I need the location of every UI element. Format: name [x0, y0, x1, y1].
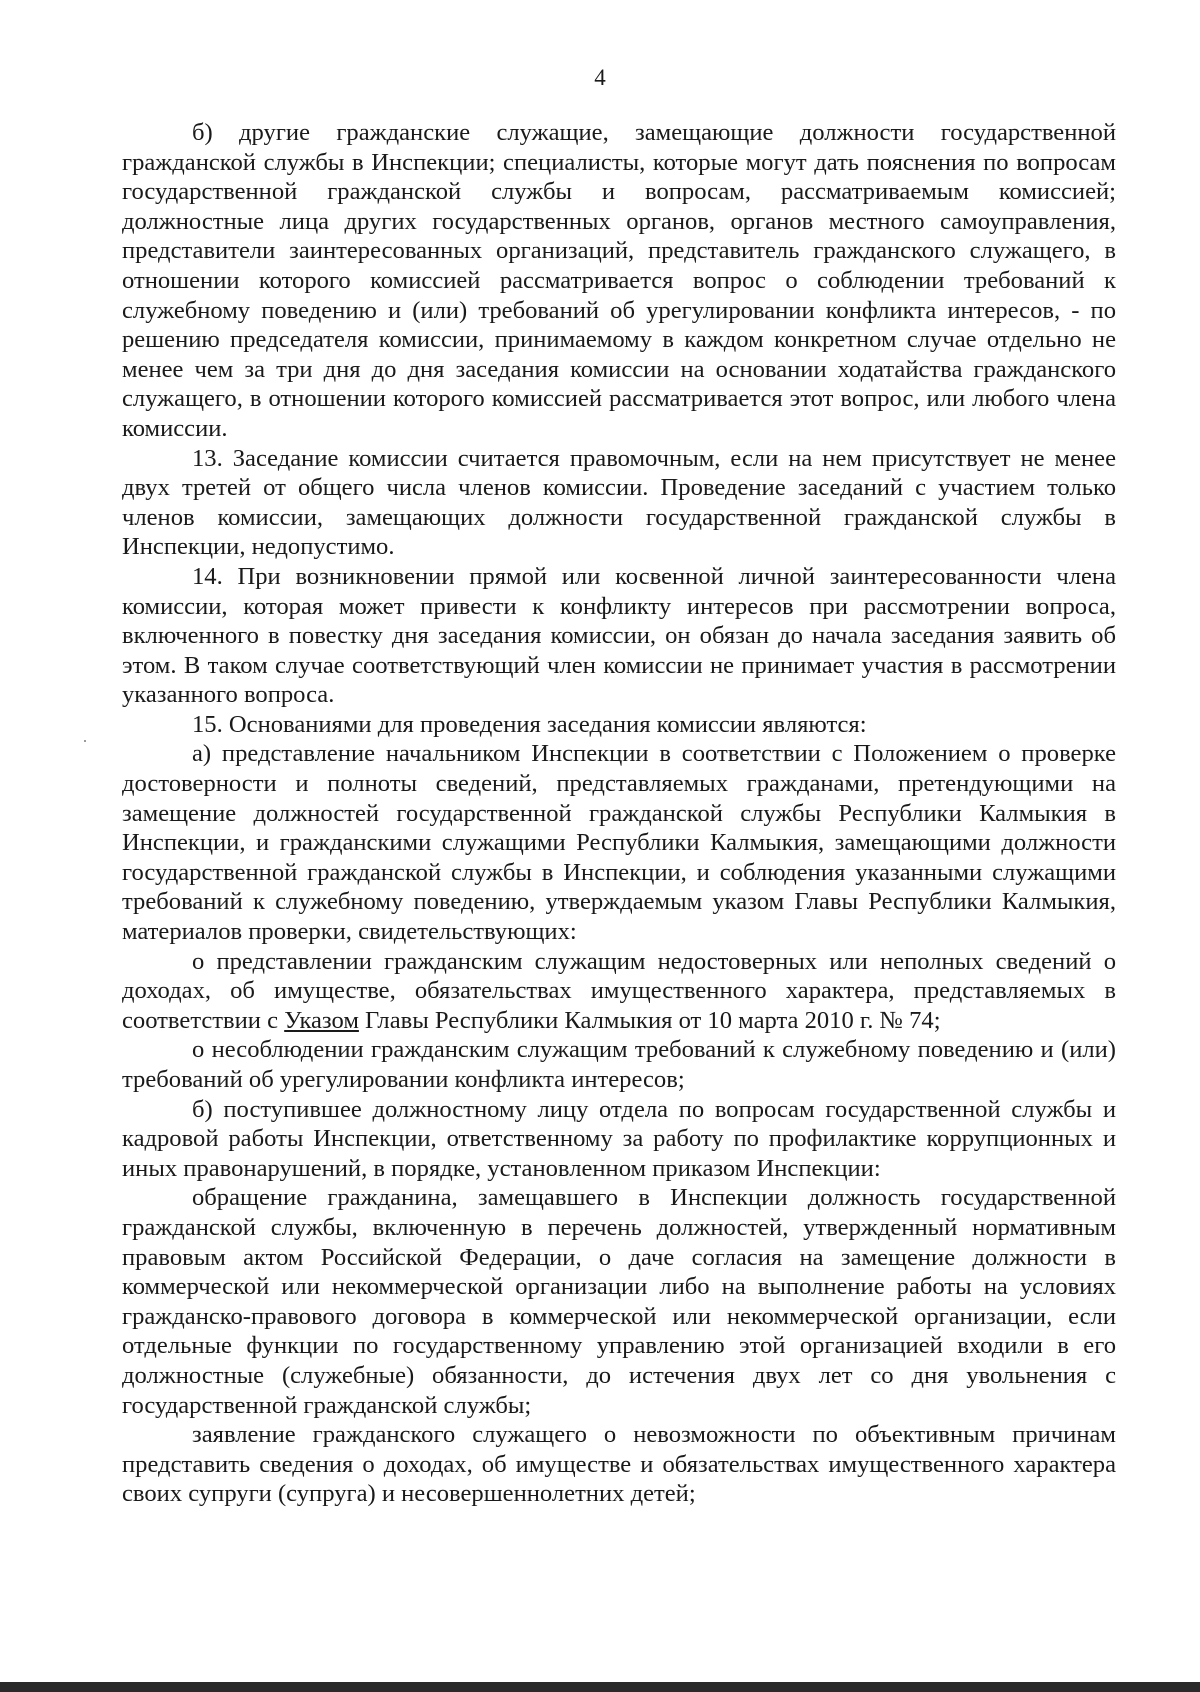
- paragraph-a-submission: а) представление начальником Инспекции в соответствии с Положением о проверке достоверности и полноты сведений, представляемых гражданами, претендующими на замещение должностей государственной гражданской службы Республики Калмыкия в Инспекции, и гражданскими служащими Республики Калмыкия, замещающими должности государственной гражданской службы в Инспекции, и соблюдения указанными служащими требований к служебному поведению, утверждаемым указом Главы Республики Калмыкия, материалов проверки, свидетельствующих:: [122, 740, 1116, 946]
- paragraph-servant-statement: заявление гражданского служащего о невозможности по объективным причинам представить сведения о доходах, об имуществе и обязательствах имущественного характера своих супруги (супруга) и несовершеннолетних детей;: [122, 1421, 1116, 1508]
- decree-link[interactable]: Указом: [284, 1006, 359, 1034]
- paragraph-15-grounds: 15. Основаниями для проведения заседания комиссии являются:: [192, 710, 867, 738]
- paragraph-13-quorum: 13. Заседание комиссии считается правомочным, если на нем присутствует не менее двух третей от общего числа членов комиссии. Проведение заседаний с участием только членов комиссии, замещающих должности государственной гражданской службы в Инспекции, недопустимо.: [122, 444, 1116, 561]
- paragraph-citizen-appeal: обращение гражданина, замещавшего в Инспекции должность государственной гражданской службы, включенную в перечень должностей, утвержденный нормативным правовым актом Российской Федерации, о даче согласия на замещение должности в коммерческой или некоммерческой организации либо на выполнение работы на условиях гражданско-правового договора в коммерческой или некоммерческой организации, если отдельные функции по государственному управлению этой организацией входили в его должностные (служебные) обязанности, до истечения двух лет со дня увольнения с государственной гражданской службы;: [122, 1184, 1116, 1419]
- paragraph-unreliable-info: [122, 947, 1116, 1036]
- paragraph-b-received: б) поступившее должностному лицу отдела по вопросам государственной службы и кадровой работы Инспекции, ответственному за работу по профилактике коррупционных и иных правонарушений, в порядке, установленном приказом Инспекции:: [122, 1095, 1116, 1182]
- scan-speck: [84, 740, 86, 742]
- page-number: 4: [594, 65, 606, 90]
- document-body: [122, 118, 1116, 1509]
- paragraph-text-before-link: о представлении гражданским служащим недостоверных или неполных сведений о доходах, об имуществе, обязательствах имущественного характера, представляемых в соответствии с: [122, 947, 1116, 1034]
- scan-edge-band: [0, 1682, 1200, 1692]
- paragraph-text-after-link: Главы Республики Калмыкия от 10 марта 2010 г. № 74;: [358, 1006, 941, 1034]
- paragraph-14-conflict: 14. При возникновении прямой или косвенной личной заинтересованности члена комиссии, которая может привести к конфликту интересов при рассмотрении вопроса, включенного в повестку дня заседания комиссии, он обязан до начала заседания заявить об этом. В таком случае соответствующий член комиссии не принимает участия в рассмотрении указанного вопроса.: [122, 562, 1116, 709]
- paragraph-non-compliance: о несоблюдении гражданским служащим требований к служебному поведению и (или) требований об урегулировании конфликта интересов;: [122, 1036, 1116, 1093]
- paragraph-b-other-participants: б) другие гражданские служащие, замещающие должности государственной гражданской службы в Инспекции; специалисты, которые могут дать пояснения по вопросам государственной гражданской службы и вопросам, рассматриваемым комиссией; должностные лица других государственных органов, органов местного самоуправления, представители заинтересованных организаций, представитель гражданского служащего, в отношении которого комиссией рассматривается вопрос о соблюдении требований к служебному поведению и (или) требований об урегулировании конфликта интересов, - по решению председателя комиссии, принимаемому в каждом конкретном случае отдельно не менее чем за три дня до дня заседания комиссии на основании ходатайства гражданского служащего, в отношении которого комиссией рассматривается этот вопрос, или любого члена комиссии.: [122, 119, 1116, 442]
